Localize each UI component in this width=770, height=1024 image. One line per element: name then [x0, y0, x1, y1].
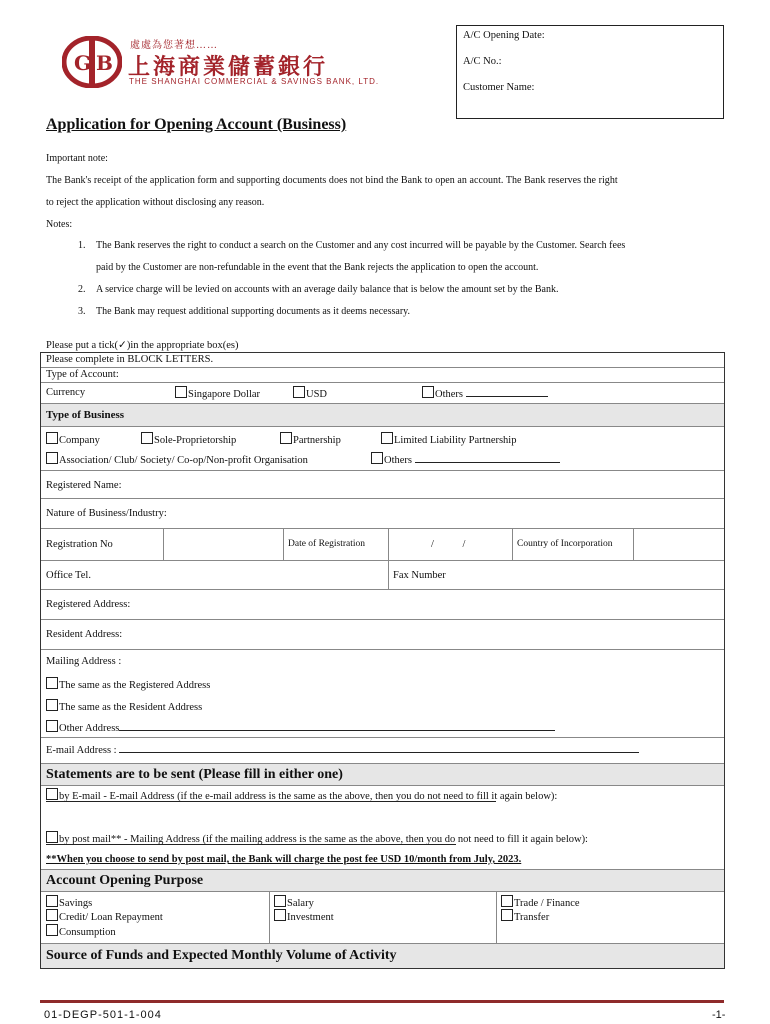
checkbox[interactable] [46, 720, 58, 732]
checkbox[interactable] [274, 909, 286, 921]
note-text: The Bank may request additional supporting documents as it deems necessary. [96, 306, 410, 317]
email-statement-line[interactable] [46, 801, 496, 802]
business-option-llp[interactable]: Limited Liability Partnership [381, 432, 516, 446]
currency-option-sgd[interactable]: Singapore Dollar [175, 386, 260, 400]
office-tel-label: Office Tel. [46, 570, 91, 581]
mailing-option-resident[interactable]: The same as the Resident Address [46, 699, 202, 713]
checkbox[interactable] [371, 452, 383, 464]
bank-tagline: 處處為您著想…… [130, 40, 218, 51]
checkbox[interactable] [501, 909, 513, 921]
date-of-registration-label: Date of Registration [288, 539, 366, 549]
svg-text:G: G [74, 51, 92, 75]
currency-label: Currency [46, 387, 86, 398]
purpose-option-salary[interactable]: Salary [274, 895, 314, 909]
business-option-sole-proprietorship[interactable]: Sole-Proprietorship [141, 432, 236, 446]
account-info-box [456, 25, 724, 119]
page-number: -1- [712, 1009, 726, 1021]
checkbox[interactable] [422, 386, 434, 398]
checkbox[interactable] [46, 924, 58, 936]
purpose-option-investment[interactable]: Investment [274, 909, 334, 923]
checkbox[interactable] [46, 909, 58, 921]
business-option-company[interactable]: Company [46, 432, 100, 446]
registration-no-label: Registration No [46, 539, 113, 550]
business-option-others[interactable]: Others [371, 452, 560, 466]
purpose-section-header: Account Opening Purpose [46, 873, 204, 888]
block-letters-note: Please complete in BLOCK LETTERS. [46, 354, 214, 365]
bank-logo-icon [62, 36, 122, 88]
form-title: Application for Opening Account (Business) [46, 116, 347, 133]
checkbox[interactable] [501, 895, 513, 907]
checkbox[interactable] [141, 432, 153, 444]
checkbox[interactable] [46, 677, 58, 689]
ac-no-field[interactable]: A/C No.: [463, 56, 502, 67]
note-text: The Bank reserves the right to conduct a search on the Customer and any cost incurred will be payable by the Customer. Search fees [96, 240, 626, 251]
currency-option-others[interactable]: Others [422, 386, 548, 400]
business-option-partnership[interactable]: Partnership [280, 432, 341, 446]
customer-name-field[interactable]: Customer Name: [463, 82, 535, 93]
currency-option-usd[interactable]: USD [293, 386, 327, 400]
date-of-registration-input[interactable]: / / [388, 529, 513, 560]
purpose-option-savings[interactable]: Savings [46, 895, 92, 909]
important-note-line2: to reject the application without disclosing any reason. [46, 197, 265, 208]
form-code: 01-DEGP-501-1-004 [44, 1009, 162, 1021]
purpose-option-transfer[interactable]: Transfer [501, 909, 549, 923]
purpose-option-consumption[interactable]: Consumption [46, 924, 116, 938]
statement-option-email[interactable]: by E-mail - E-mail Address (if the e-mail address is the same as the above, then you do not need to fill it again below): [46, 788, 557, 802]
tick-instruction: Please put a tick(✓)in the appropriate box(es) [46, 340, 239, 351]
note-number: 2. [78, 284, 86, 295]
resident-address-label: Resident Address: [46, 629, 123, 640]
checkbox[interactable] [46, 895, 58, 907]
bank-name-english: THE SHANGHAI COMMERCIAL & SAVINGS BANK, LTD. [129, 77, 380, 86]
note-number: 1. [78, 240, 86, 251]
registration-no-input[interactable] [163, 529, 284, 560]
checkbox[interactable] [46, 831, 58, 843]
checkbox[interactable] [46, 788, 58, 800]
mailing-option-registered[interactable]: The same as the Registered Address [46, 677, 210, 691]
svg-text:B: B [96, 51, 113, 75]
important-note-label: Important note: [46, 153, 108, 164]
email-address-label: E-mail Address : [46, 745, 639, 756]
country-of-incorporation-input[interactable] [633, 529, 725, 560]
purpose-option-trade-finance[interactable]: Trade / Finance [501, 895, 580, 909]
purpose-option-credit-loan[interactable]: Credit/ Loan Repayment [46, 909, 163, 923]
checkbox[interactable] [46, 432, 58, 444]
footer-divider [40, 1000, 724, 1003]
checkbox[interactable] [46, 452, 58, 464]
bank-name-chinese: 上海商業儲蓄銀行 [128, 54, 329, 80]
registered-address-label: Registered Address: [46, 599, 131, 610]
notes-label: Notes: [46, 219, 73, 230]
nature-of-business-label: Nature of Business/Industry: [46, 508, 167, 519]
note-text: A service charge will be levied on accounts with an average daily balance that is below the amount set by the Bank. [96, 284, 559, 295]
registered-name-label: Registered Name: [46, 480, 122, 491]
application-form [40, 352, 725, 969]
checkbox[interactable] [280, 432, 292, 444]
ac-opening-date-field[interactable]: A/C Opening Date: [463, 30, 545, 41]
country-of-incorporation-label: Country of Incorporation [517, 539, 613, 549]
checkbox[interactable] [46, 699, 58, 711]
statement-option-post[interactable]: by post mail** - Mailing Address (if the mailing address is the same as the above, then you do not need to fill it again below): [46, 831, 588, 845]
fax-number-label: Fax Number [393, 570, 446, 581]
post-statement-line[interactable] [46, 844, 456, 845]
mailing-address-label: Mailing Address : [46, 656, 122, 667]
source-of-funds-header: Source of Funds and Expected Monthly Volume of Activity [46, 948, 397, 963]
business-option-association[interactable]: Association/ Club/ Society/ Co-op/Non-profit Organisation [46, 452, 308, 466]
post-fee-note: **When you choose to send by post mail, the Bank will charge the post fee USD 10/month from July, 2023. [46, 854, 522, 865]
checkbox[interactable] [274, 895, 286, 907]
checkbox[interactable] [293, 386, 305, 398]
type-of-business-header: Type of Business [46, 409, 125, 421]
checkbox[interactable] [381, 432, 393, 444]
statements-section-header: Statements are to be sent (Please fill in either one) [46, 767, 343, 782]
note-text: paid by the Customer are non-refundable in the event that the Bank rejects the application to open the account. [96, 262, 539, 273]
note-number: 3. [78, 306, 86, 317]
type-of-account-label: Type of Account: [46, 369, 119, 380]
mailing-option-other[interactable]: Other Address [46, 720, 555, 734]
important-note-line1: The Bank's receipt of the application form and supporting documents does not bind the Bank to open an account. The Bank reserves the right [46, 175, 618, 186]
checkbox[interactable] [175, 386, 187, 398]
